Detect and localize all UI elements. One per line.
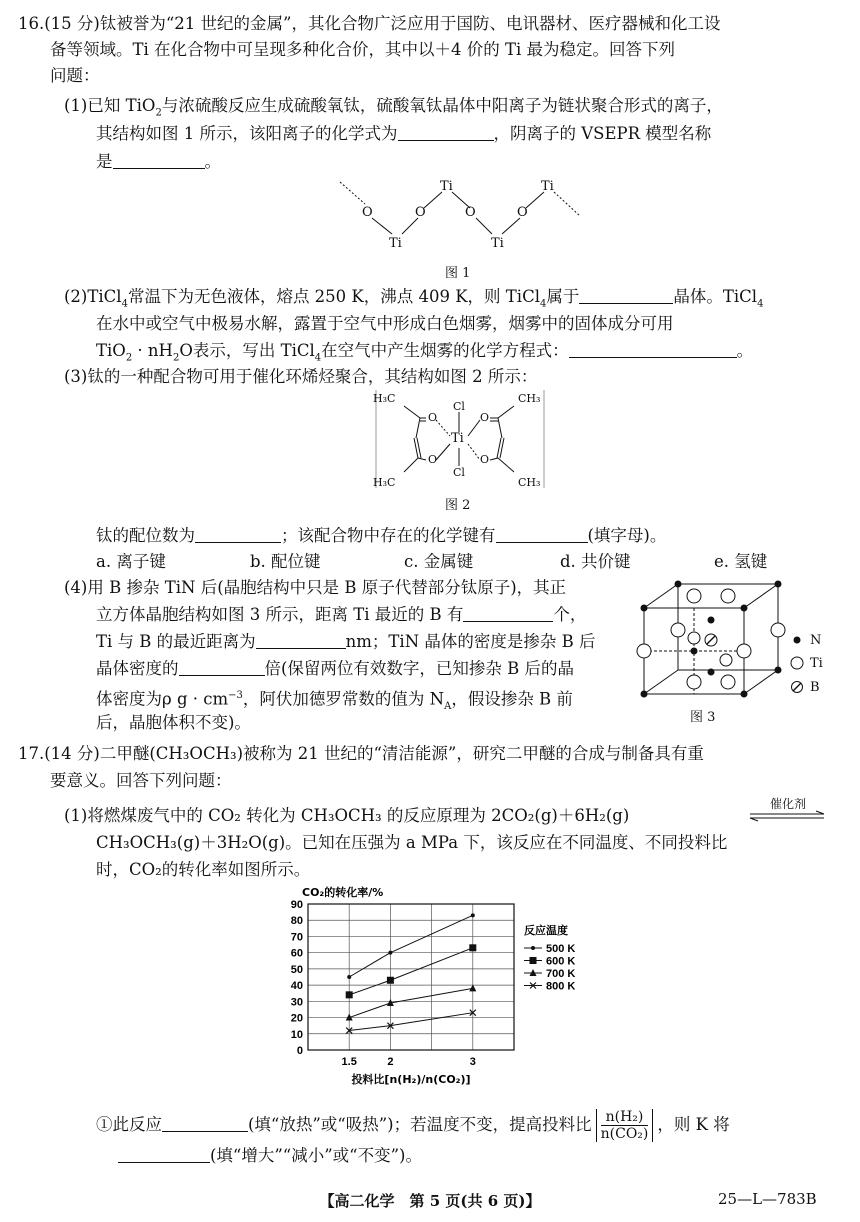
- legend-entry: 800 K: [546, 980, 576, 993]
- q16-heading-line3: 问题：: [50, 66, 100, 85]
- answer-blank[interactable]: [579, 287, 673, 304]
- x-tick-label: 1.5: [341, 1056, 357, 1068]
- q17-part1-line3: 时，CO₂的转化率如图所示。: [96, 860, 311, 879]
- q16-part4-line4: 晶体密度的 倍(保留两位有效数字，已知掺杂 B 后的晶: [96, 659, 575, 678]
- q16-part2-line3: $TiO_2 \cdot nH_2O$表示，写出 TiCl$_4$在空气中产生烟雾的化学方程式： 。: [96, 341, 754, 364]
- q16-part1-line2: 其结构如图 1 所示，该阳离子的化学式为 ，阴离子的 VSEPR 模型名称: [96, 124, 712, 143]
- figure-3-caption: 图 3: [690, 710, 716, 725]
- fig1-oxygen-atom: O: [465, 205, 476, 220]
- legend-title: 反应温度: [524, 924, 568, 937]
- x-axis-label: 投料比[n(H₂)/n(CO₂)]: [351, 1073, 471, 1086]
- fig1-titanium-atom: Ti: [440, 179, 453, 194]
- figure-2-caption: 图 2: [445, 498, 471, 513]
- y-tick-label: 70: [290, 931, 303, 944]
- answer-blank[interactable]: [113, 152, 205, 169]
- fig2-chlorine-atom: Cl: [453, 466, 465, 479]
- fig1-oxygen-atom: O: [362, 205, 373, 220]
- option-a: a. 离子键: [96, 552, 166, 571]
- q16-part3-line2: 钛的配位数为 ；该配合物中存在的化学键有 (填字母)。: [96, 526, 667, 545]
- legend-entry: 600 K: [546, 955, 576, 968]
- figure-3-unit-cell: [636, 580, 786, 700]
- y-tick-label: 30: [290, 996, 303, 1009]
- y-tick-label: 0: [296, 1045, 303, 1057]
- fig2-oxygen-atom: O: [428, 411, 438, 424]
- answer-blank[interactable]: [195, 526, 281, 543]
- legend-marker: [530, 957, 537, 964]
- answer-blank[interactable]: [118, 1146, 210, 1163]
- fig2-methyl-group: H₃C: [373, 476, 396, 489]
- page-footer-center: 【高二化学 第 5 页(共 6 页)】: [319, 1192, 541, 1210]
- legend-entry: 700 K: [546, 968, 576, 980]
- data-point: [471, 913, 475, 917]
- q17-heading-line1: 17.(14 分)二甲醚(CH₃OCH₃)被称为 21 世纪的“清洁能源”，研究二甲醚的合成与制备具有重: [18, 744, 704, 763]
- x-tick-label: 2: [387, 1056, 394, 1068]
- q16-part1-line3: 是 。: [96, 152, 221, 171]
- option-e: e. 氢键: [714, 552, 768, 571]
- q16-part2-line1: (2)TiCl$_4$常温下为无色液体，熔点 250 K，沸点 409 K，则 TiCl$_4$属于 晶体。TiCl$_4$: [64, 287, 764, 310]
- fig1-titanium-atom: Ti: [389, 236, 402, 251]
- q16-part4-line3: Ti 与 B 的最近距离为 nm；TiN 晶体的密度是掺杂 B 后: [96, 632, 596, 651]
- fig1-titanium-atom: Ti: [541, 179, 554, 194]
- catalyst-label: 催化剂: [770, 797, 807, 811]
- q16-heading-line1: 16.(15 分)钛被誉为“21 世纪的金属”，其化合物广泛应用于国防、电讯器材、医疗器械和化工设: [18, 14, 721, 33]
- fig2-chlorine-atom: Cl: [453, 400, 465, 413]
- y-tick-label: 90: [290, 899, 303, 911]
- q16-part2-line2: 在水中或空气中极易水解，露置于空气中形成白色烟雾，烟雾中的固体成分可用: [96, 314, 674, 333]
- fig1-oxygen-atom: O: [415, 205, 426, 220]
- data-point: [347, 975, 351, 979]
- answer-blank[interactable]: [256, 632, 346, 649]
- x-tick-label: 3: [469, 1056, 476, 1068]
- data-point: [469, 944, 476, 951]
- y-tick-label: 80: [290, 915, 303, 928]
- q16-part1-line1: (1)已知 TiO$_2$与浓硫酸反应生成硫酸氧钛，硫酸氧钛晶体中阳离子为链状聚合形式的离子，: [64, 96, 723, 119]
- answer-blank[interactable]: [398, 124, 494, 141]
- answer-blank[interactable]: [463, 605, 553, 622]
- data-point: [388, 951, 392, 955]
- q17-q1-line2: (填“增大”“减小”或“不变”)。: [118, 1146, 422, 1166]
- answer-blank[interactable]: [569, 341, 737, 358]
- fig3-legend-symbols: [790, 630, 804, 700]
- fig3-legend-titanium: Ti: [810, 656, 823, 671]
- q16-part4-line6: 后，晶胞体积不变)。: [96, 713, 251, 732]
- q16-part3-line1: (3)钛的一种配合物可用于催化环烯烃聚合，其结构如图 2 所示：: [64, 367, 538, 386]
- q16-part4-line5: 体密度为ρ $g \cdot cm^{-3}$，阿伏加德罗常数的值为 $N_A$，假设掺杂 B 前: [96, 689, 573, 712]
- option-c: c. 金属键: [404, 552, 474, 571]
- fig1-oxygen-atom: O: [517, 205, 528, 220]
- feed-ratio-fraction: $\frac{\text{n(H₂)}}{\text{n(CO₂)}}$: [596, 1109, 654, 1142]
- series-line: [349, 948, 473, 995]
- answer-blank[interactable]: [179, 659, 265, 676]
- y-tick-label: 50: [290, 963, 303, 976]
- data-point: [346, 991, 353, 998]
- co2-conversion-chart: [270, 882, 600, 1092]
- y-tick-label: 10: [290, 1028, 303, 1041]
- fig2-oxygen-atom: O: [480, 453, 490, 466]
- option-b: b. 配位键: [250, 552, 321, 571]
- fig3-legend-nitrogen: N: [810, 633, 822, 648]
- y-axis-label: CO₂的转化率/%: [302, 886, 384, 899]
- fig2-oxygen-atom: O: [428, 453, 438, 466]
- y-tick-label: 60: [290, 947, 303, 960]
- fig3-legend-boron: B: [810, 680, 820, 695]
- figure-1-caption: 图 1: [445, 266, 471, 281]
- fig1-titanium-atom: Ti: [491, 236, 504, 251]
- series-line: [349, 1013, 473, 1031]
- q17-heading-line2: 要意义。回答下列问题：: [50, 771, 232, 790]
- q16-heading-line2: 备等领域。Ti 在化合物中可呈现多种化合价，其中以＋4 价的 Ti 最为稳定。回答下列: [50, 40, 676, 59]
- y-tick-label: 20: [290, 1012, 303, 1025]
- answer-blank[interactable]: [162, 1115, 248, 1132]
- q16-part4-line2: 立方体晶胞结构如图 3 所示，距离 Ti 最近的 B 有 个，: [96, 605, 587, 624]
- series-line: [349, 988, 473, 1017]
- plot-frame: [308, 904, 514, 1050]
- option-d: d. 共价键: [560, 552, 631, 571]
- page-footer-code: 25—L—783B: [718, 1190, 817, 1208]
- reversible-arrow-icon: [748, 810, 826, 822]
- data-point: [387, 977, 394, 984]
- y-tick-label: 40: [290, 980, 303, 993]
- q17-q1-line1: ①此反应 (填“放热”或“吸热”)；若温度不变，提高投料比 $\frac{\text{n(H₂)}}{\text{n(CO₂)}}$ ，则 K 将: [96, 1109, 730, 1142]
- fig2-methyl-group: CH₃: [518, 476, 541, 489]
- answer-blank[interactable]: [496, 526, 588, 543]
- legend-entry: 500 K: [546, 943, 576, 955]
- legend-marker: [531, 946, 535, 950]
- q17-part1-line1: (1)将燃煤废气中的 CO₂ 转化为 CH₃OCH₃ 的反应原理为 2CO₂(g)＋6H₂(g): [64, 806, 630, 825]
- q17-part1-line2: CH₃OCH₃(g)＋3H₂O(g)。已知在压强为 a MPa 下，该反应在不同温度、不同投料比: [96, 833, 728, 852]
- series-line: [349, 915, 473, 977]
- q16-part4-line1: (4)用 B 掺杂 TiN 后(晶胞结构中只是 B 原子代替部分钛原子)，其正: [64, 578, 567, 597]
- fig2-methyl-group: H₃C: [373, 392, 396, 405]
- fig2-methyl-group: CH₃: [518, 392, 541, 405]
- fig2-titanium-atom: Ti: [451, 431, 464, 446]
- fig2-oxygen-atom: O: [480, 411, 490, 424]
